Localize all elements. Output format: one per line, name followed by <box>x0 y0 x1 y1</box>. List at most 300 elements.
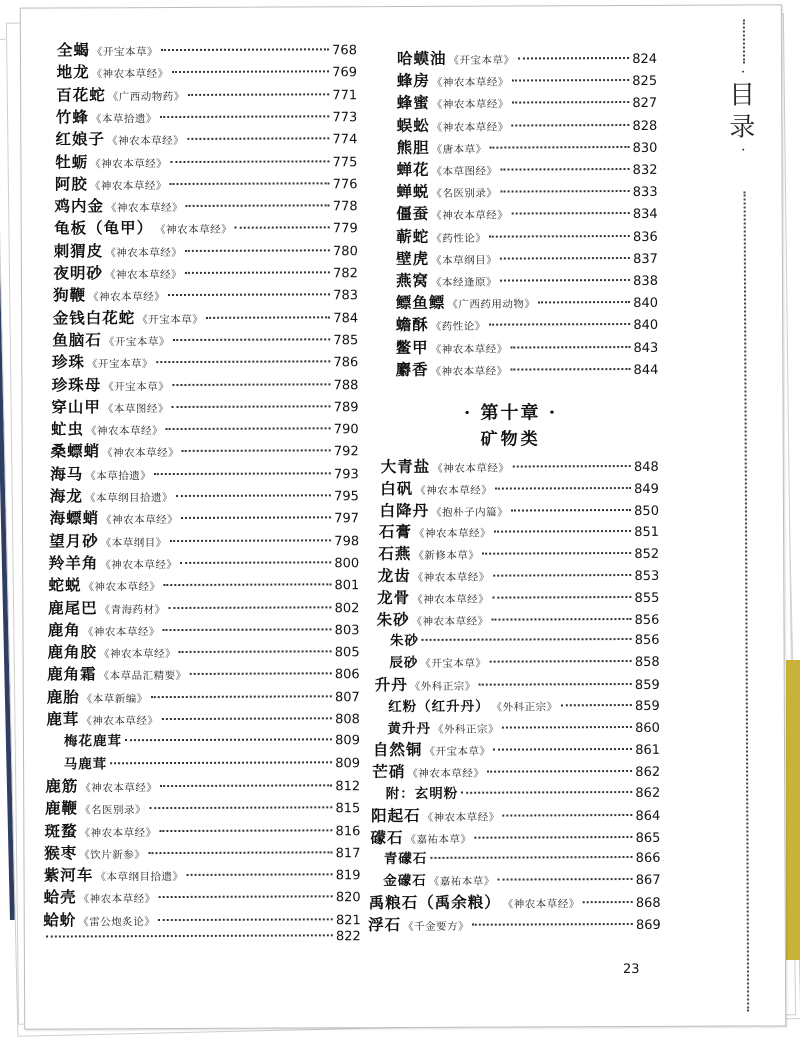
toc-entry[interactable] <box>396 268 658 291</box>
entry-name: 蜂房 <box>396 71 430 91</box>
entry-name: 鹿角胶 <box>47 642 97 662</box>
toc-entry[interactable] <box>57 59 358 82</box>
entry-source: 《神农本草经》 <box>407 767 485 781</box>
entry-name: 地龙 <box>56 62 90 82</box>
entry-page: 869 <box>635 917 661 933</box>
entry-name: 鳖甲 <box>395 337 429 357</box>
leader-dots <box>422 638 632 641</box>
entry-page: 795 <box>334 489 359 505</box>
entry-source: 《开宝本草》 <box>103 380 170 393</box>
entry-name: 阿胶 <box>54 174 88 194</box>
toc-entry[interactable] <box>378 563 660 586</box>
entry-page: 840 <box>633 296 659 312</box>
entry-source: 《开宝本草》 <box>103 335 170 349</box>
leader-dots <box>500 168 629 171</box>
toc-entry[interactable] <box>51 439 359 462</box>
entry-page: 866 <box>635 851 661 867</box>
entry-page: 837 <box>633 251 658 267</box>
leader-dots <box>500 190 629 193</box>
entry-page: 769 <box>332 65 358 81</box>
entry-page: 809 <box>335 755 361 771</box>
leader-dots <box>475 836 633 839</box>
entry-name: 白降丹 <box>379 500 430 520</box>
toc-entry[interactable] <box>390 628 660 651</box>
leader-dots <box>495 487 631 490</box>
toc-entry[interactable] <box>396 179 657 202</box>
leader-dots <box>498 878 633 881</box>
leader-dots <box>512 465 631 468</box>
entry-page: 849 <box>634 481 659 497</box>
toc-entry[interactable] <box>55 171 358 194</box>
entry-name: 鹿尾巴 <box>48 597 98 618</box>
entry-page: 827 <box>632 96 658 112</box>
toc-entry[interactable] <box>396 290 658 313</box>
toc-entry[interactable] <box>49 528 359 551</box>
toc-entry[interactable] <box>396 223 658 246</box>
toc-entry[interactable] <box>368 912 661 935</box>
entry-name: 浮石 <box>368 914 402 934</box>
entry-source: 《神农本草经》 <box>102 447 180 460</box>
entry-name: 蕲蛇 <box>396 226 430 246</box>
toc-entry[interactable] <box>369 890 661 913</box>
entry-page: 792 <box>333 444 359 460</box>
entry-name: 附：玄明粉 <box>385 785 459 803</box>
entry-page: 834 <box>632 207 658 223</box>
toc-entry[interactable] <box>383 868 660 891</box>
entry-name: 蟾酥 <box>395 315 429 335</box>
entry-source: 《开宝本草》 <box>91 46 159 59</box>
toc-entry[interactable] <box>44 840 360 863</box>
entry-name: 礞石 <box>370 827 404 847</box>
toc-entry[interactable] <box>379 519 659 542</box>
leader-dots <box>161 717 332 720</box>
entry-page: 832 <box>632 162 658 178</box>
leader-dots <box>160 784 332 787</box>
toc-entry[interactable] <box>397 90 657 113</box>
toc-entry[interactable] <box>370 824 660 847</box>
entry-source: 《神农本草经》 <box>155 224 233 237</box>
leader-dots <box>235 227 330 229</box>
entry-page: 797 <box>334 511 360 527</box>
toc-entry[interactable] <box>386 781 661 804</box>
leader-dots <box>583 901 633 903</box>
leader-dots <box>511 212 630 215</box>
entry-source: 《神农本草经》 <box>89 179 167 193</box>
toc-entry[interactable] <box>387 715 659 738</box>
toc-entry[interactable] <box>397 135 658 158</box>
toc-entry[interactable] <box>53 282 358 305</box>
entry-page: 844 <box>633 362 659 378</box>
entry-source: 《嘉祐本草》 <box>428 875 495 889</box>
toc-entry[interactable] <box>51 394 358 417</box>
toc-entry[interactable] <box>44 862 361 885</box>
entry-source: 《外科正宗》 <box>432 723 500 736</box>
entry-source: 《神农本草经》 <box>412 571 490 584</box>
entry-page: 779 <box>332 221 358 237</box>
toc-entry[interactable] <box>397 112 658 135</box>
toc-entry[interactable] <box>388 694 660 717</box>
leader-dots <box>561 704 632 706</box>
entry-name: 夜明砂 <box>53 263 103 283</box>
entry-source: 《神农本草经》 <box>104 268 182 282</box>
entry-source: 《神农本草经》 <box>83 581 161 594</box>
entry-page: 855 <box>634 590 660 606</box>
toc-entry[interactable] <box>371 803 660 826</box>
leader-dots <box>512 79 629 82</box>
entry-name: 壁虎 <box>396 248 430 268</box>
entry-page: 782 <box>333 266 358 282</box>
entry-page: 861 <box>635 743 661 759</box>
entry-page: 820 <box>335 890 361 906</box>
entry-source: 《开宝本草》 <box>448 54 515 67</box>
entry-page: 865 <box>635 830 661 846</box>
leader-dots <box>149 806 332 809</box>
entry-name: 辰砂 <box>389 655 419 672</box>
entry-name: 海螵蛸 <box>49 508 100 528</box>
entry-page: 816 <box>335 823 361 839</box>
entry-name: 紫河车 <box>43 865 94 885</box>
leader-dots <box>181 517 331 520</box>
entry-page: 862 <box>635 785 661 801</box>
entry-name: 刺猬皮 <box>53 240 104 261</box>
entry-name: 金礞石 <box>383 873 427 890</box>
leader-dots <box>159 896 333 899</box>
leader-dots <box>187 138 329 141</box>
entry-source: 《本草品汇精要》 <box>98 670 187 683</box>
entry-source: 《本草纲目拾遗》 <box>95 871 184 884</box>
entry-page: 780 <box>332 243 358 259</box>
leader-dots <box>479 683 632 686</box>
toc-entry[interactable] <box>375 672 660 695</box>
entry-name: 鹿角 <box>47 620 81 640</box>
entry-name: 穿山甲 <box>51 397 101 417</box>
entry-name: 羚羊角 <box>48 553 99 573</box>
entry-source: 《药性论》 <box>430 321 486 334</box>
toc-entry[interactable] <box>48 572 359 595</box>
toc-entry[interactable] <box>389 650 659 673</box>
toc-entry[interactable] <box>57 37 357 60</box>
toc-entry[interactable] <box>64 751 360 774</box>
entry-name: 望月砂 <box>49 530 99 551</box>
entry-page: 824 <box>632 51 658 67</box>
entry-page: 790 <box>333 422 359 438</box>
entry-page: 768 <box>332 43 357 59</box>
entry-page: 815 <box>335 801 361 817</box>
entry-source: 《神农本草经》 <box>431 76 509 90</box>
entry-name: 鸡内金 <box>54 196 105 216</box>
leader-dots <box>502 726 632 729</box>
leader-dots <box>489 660 631 663</box>
toc-entry[interactable] <box>56 104 357 127</box>
leader-dots <box>172 383 330 386</box>
leader-dots <box>173 338 331 341</box>
entry-name: 马鹿茸 <box>63 755 108 773</box>
entry-name: 石燕 <box>378 544 412 564</box>
leader-dots <box>489 323 631 326</box>
toc-entry[interactable] <box>52 327 358 350</box>
leader-dots <box>185 249 330 252</box>
entry-name: 金钱白花蛇 <box>52 307 136 328</box>
entry-source: 《本草纲目》 <box>100 536 167 549</box>
divider-line <box>743 20 745 64</box>
leader-dots <box>160 115 330 118</box>
entry-name: 蝉蜕 <box>396 182 430 202</box>
toc-entry[interactable] <box>397 46 657 69</box>
entry-source: 《神农本草经》 <box>85 425 164 438</box>
leader-dots <box>461 791 632 794</box>
entry-page: 784 <box>333 310 359 326</box>
entry-source: 《神农本草经》 <box>107 135 185 148</box>
entry-source: 《神农本草经》 <box>91 68 169 81</box>
toc-entry[interactable] <box>396 157 657 180</box>
entry-name: 鹿鞭 <box>44 798 79 818</box>
entry-page: 801 <box>334 578 360 594</box>
divider-line <box>744 192 750 1012</box>
leader-dots <box>492 618 632 621</box>
leader-dots <box>110 761 332 764</box>
toc-entry[interactable] <box>49 505 359 528</box>
leader-dots <box>125 739 332 742</box>
leader-dots <box>489 235 630 238</box>
leader-dots <box>172 405 331 408</box>
entry-page: 868 <box>635 895 661 911</box>
entry-source: 《神农本草经》 <box>90 157 168 170</box>
leader-dots <box>493 748 632 751</box>
entry-name: 竹蜂 <box>55 107 89 127</box>
leader-dots <box>168 294 330 297</box>
leader-dots <box>182 450 331 453</box>
entry-name: 斑蝥 <box>44 820 78 841</box>
entry-page: 867 <box>635 873 661 889</box>
entry-name: 鹿胎 <box>46 687 80 707</box>
toc-page <box>20 4 786 1029</box>
page-number: 23 <box>622 961 640 978</box>
toc-entry[interactable] <box>396 312 658 335</box>
entry-source: 《本草纲目拾遗》 <box>84 492 173 505</box>
entry-page: 774 <box>332 132 358 148</box>
toc-entry[interactable] <box>43 885 360 908</box>
entry-page: 776 <box>332 176 358 193</box>
entry-source: 《神农本草经》 <box>422 811 500 824</box>
entry-page: 848 <box>633 459 659 475</box>
entry-name: 朱砂 <box>389 633 419 650</box>
leader-dots <box>179 650 332 653</box>
entry-name: 大青盐 <box>380 456 431 477</box>
entry-page: 852 <box>634 547 660 563</box>
toc-entry[interactable] <box>53 305 358 328</box>
leader-dots <box>512 124 630 127</box>
entry-source: 《新修本草》 <box>413 549 480 563</box>
toc-entry[interactable] <box>47 639 359 662</box>
entry-name: 石膏 <box>378 522 413 542</box>
entry-source: 《千金要方》 <box>403 920 470 933</box>
toc-entry[interactable] <box>50 483 359 506</box>
toc-entry[interactable] <box>54 238 358 261</box>
leader-dots <box>170 539 332 542</box>
toc-entry[interactable] <box>48 595 359 618</box>
entry-source: 《开宝本草》 <box>420 657 487 671</box>
book-edge <box>786 660 800 960</box>
toc-entry[interactable] <box>46 706 360 729</box>
entry-source: 《唐本草》 <box>431 143 487 156</box>
entry-page: 789 <box>333 399 359 416</box>
entry-page: 817 <box>335 845 361 862</box>
entry-page: 838 <box>633 273 659 289</box>
leader-dots <box>176 494 331 497</box>
entry-page: 821 <box>335 912 361 928</box>
toc-entry[interactable] <box>381 454 659 477</box>
toc-entry[interactable] <box>380 497 659 520</box>
entry-source: 《本草拾遗》 <box>90 112 157 126</box>
toc-entry[interactable] <box>64 728 360 751</box>
entry-source: 《神农本草经》 <box>431 209 509 223</box>
toc-entry[interactable] <box>51 416 359 439</box>
leader-dots <box>156 361 330 364</box>
toc-entry[interactable] <box>380 476 659 499</box>
toc-entry[interactable] <box>54 193 357 216</box>
entry-source: 《神农本草经》 <box>430 365 508 378</box>
entry-page: 851 <box>634 525 660 541</box>
toc-entry[interactable] <box>43 907 361 930</box>
leader-dots <box>185 271 330 274</box>
entry-source: 《神农本草经》 <box>430 343 508 356</box>
entry-source: 《本经逢原》 <box>430 276 498 289</box>
toc-entry[interactable] <box>47 684 360 707</box>
entry-page: 843 <box>633 340 659 356</box>
entry-source: 《雷公炮炙论》 <box>78 915 156 929</box>
entry-name: 红娘子 <box>55 129 106 149</box>
entry-source: 《神农本草经》 <box>81 715 159 728</box>
entry-source: 《神农本草经》 <box>105 202 184 215</box>
toc-entry[interactable] <box>43 929 361 952</box>
entry-source: 《神农本草经》 <box>101 514 179 527</box>
toc-entry[interactable] <box>376 606 659 629</box>
entry-source: 《神农本草经》 <box>78 893 156 906</box>
entry-page: 812 <box>335 779 361 795</box>
toc-entry[interactable] <box>45 795 360 818</box>
toc-entry[interactable] <box>397 68 657 91</box>
entry-name: 珍珠 <box>51 352 86 372</box>
entry-name: 虻虫 <box>50 419 85 439</box>
leader-dots <box>170 182 330 185</box>
entry-page: 773 <box>332 110 358 126</box>
chapter-title: 矿物类 <box>480 429 541 450</box>
toc-entry[interactable] <box>56 82 357 105</box>
leader-dots <box>154 472 331 475</box>
entry-name: 朱砂 <box>376 609 410 629</box>
entry-page: 808 <box>335 712 360 728</box>
leader-dots <box>494 530 631 533</box>
entry-source: 《神农本草经》 <box>98 648 176 661</box>
toc-entry[interactable] <box>377 585 659 608</box>
entry-source: 《嘉祐本草》 <box>405 833 472 846</box>
entry-name: 阳起石 <box>371 805 421 825</box>
leader-dots <box>169 606 332 609</box>
toc-entry[interactable] <box>53 260 358 283</box>
toc-entry[interactable] <box>52 372 359 395</box>
entry-page: 858 <box>634 655 660 671</box>
toc-entry[interactable] <box>373 737 660 760</box>
entry-source: 《名医别录》 <box>79 804 147 817</box>
toc-entry[interactable] <box>45 773 360 796</box>
entry-source: 《神农本草经》 <box>431 121 509 134</box>
toc-entry[interactable] <box>372 759 660 782</box>
toc-entry[interactable] <box>49 550 359 573</box>
entry-source: 《神农本草经》 <box>82 625 160 639</box>
toc-entry[interactable] <box>378 541 659 564</box>
toc-entry[interactable] <box>47 662 360 685</box>
entry-source: 《神农本草经》 <box>79 826 157 839</box>
toc-entry[interactable] <box>52 349 358 372</box>
toc-entry[interactable] <box>54 216 358 239</box>
entry-name: 狗鞭 <box>53 285 87 305</box>
toc-entry[interactable] <box>55 149 357 172</box>
leader-dots <box>158 918 333 921</box>
leader-dots <box>511 509 631 512</box>
entry-name: 鹿角霜 <box>47 664 97 684</box>
entry-page: 819 <box>335 868 361 884</box>
entry-page: 771 <box>332 87 358 103</box>
entry-page: 786 <box>333 355 359 371</box>
entry-name: 蝉花 <box>396 159 430 180</box>
entry-source: 《神农本草经》 <box>80 781 158 795</box>
entry-source: 《外科正宗》 <box>491 701 558 714</box>
entry-name: 熊胆 <box>396 137 430 157</box>
entry-page: 856 <box>634 633 660 649</box>
toc-entry[interactable] <box>55 126 357 149</box>
entry-name: 红粉（红升丹） <box>388 698 490 715</box>
entry-page: 775 <box>332 154 358 170</box>
toc-entry[interactable] <box>384 846 661 869</box>
entry-name: 芒硝 <box>372 762 406 782</box>
entry-source: 《青海药材》 <box>99 603 166 616</box>
leader-dots <box>163 628 332 631</box>
entry-name: 猴枣 <box>44 843 78 863</box>
entry-source: 《神农本草经》 <box>411 615 489 628</box>
leader-dots <box>500 279 630 282</box>
toc-entry[interactable] <box>48 617 360 640</box>
leader-dots <box>492 596 631 599</box>
toc-entry[interactable] <box>395 357 658 380</box>
entry-source: 《神农本草经》 <box>105 246 183 259</box>
leader-dots <box>186 204 330 207</box>
entry-page: 836 <box>632 229 658 245</box>
entry-page: 800 <box>334 556 360 572</box>
leader-dots <box>188 93 330 96</box>
toc-entry[interactable] <box>396 201 657 224</box>
entry-source: 《神农本草经》 <box>412 593 490 606</box>
side-title-text: 目录 <box>729 80 758 143</box>
entry-name: 僵蚕 <box>396 204 430 224</box>
entry-page: 793 <box>333 466 359 482</box>
entry-name: 龙齿 <box>377 565 411 586</box>
entry-name: 麝香 <box>395 359 429 379</box>
entry-source: 《神农本草经》 <box>413 528 492 541</box>
entry-name: 禹粮石（禹余粮） <box>368 892 501 913</box>
toc-entry[interactable] <box>50 461 359 484</box>
entry-page: 805 <box>334 645 360 661</box>
leader-dots <box>512 101 630 104</box>
entry-source: 《神农本草经》 <box>431 98 509 112</box>
entry-page: 822 <box>335 929 361 945</box>
toc-entry[interactable] <box>45 818 361 841</box>
entry-name: 龙骨 <box>377 587 411 607</box>
entry-source: 《本草图经》 <box>431 165 498 178</box>
toc-entry[interactable] <box>396 334 659 357</box>
leader-dots <box>511 368 631 371</box>
entry-page: 828 <box>632 118 658 134</box>
toc-entry[interactable] <box>396 246 658 269</box>
